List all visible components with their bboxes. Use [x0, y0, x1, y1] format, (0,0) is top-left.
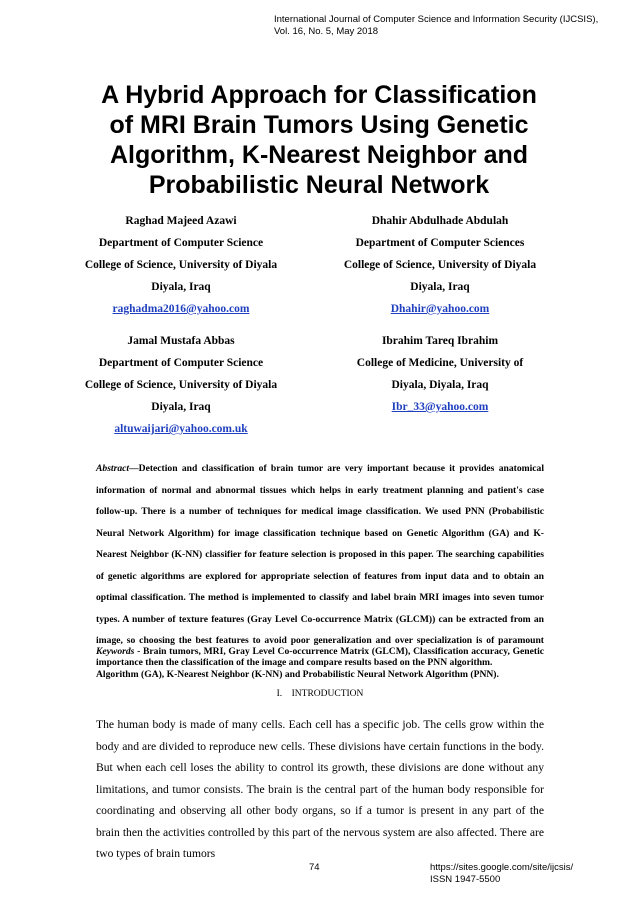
paper-title	[60, 80, 578, 200]
abstract-label: Abstract	[96, 463, 130, 474]
author-dept: Department of Computer Science	[98, 357, 264, 369]
author-dept: College of Medicine, University of	[356, 357, 524, 369]
title-line-3: Algorithm, K-Nearest Neighbor and	[109, 141, 529, 169]
journal-header	[274, 14, 598, 38]
author-name: Raghad Majeed Azawi	[125, 215, 237, 227]
page-number: 74	[309, 862, 320, 873]
section-heading: I. INTRODUCTION	[276, 689, 364, 699]
author-name: Ibrahim Tareq Ibrahim	[381, 335, 499, 347]
footer-issn: ISSN 1947-5500	[430, 874, 501, 885]
footer-info	[430, 862, 573, 886]
author-name: Jamal Mustafa Abbas	[127, 335, 235, 347]
keywords-dash: -	[137, 646, 141, 657]
journal-header-line1: International Journal of Computer Science and Information Security (IJCSIS),	[274, 14, 599, 25]
author-location: Diyala, Iraq	[410, 281, 470, 293]
author-block-1	[64, 210, 298, 320]
author-location: Diyala, Iraq	[151, 401, 211, 413]
author-email-link[interactable]: Ibr_33@yahoo.com	[391, 401, 489, 413]
author-block-4	[320, 330, 560, 418]
author-location: Diyala, Iraq	[151, 281, 211, 293]
body-paragraph: The human body is made of many cells. Each cell has a specific job. The cells grow within the body and are divided to reproduce new cells. These divisions have certain functions in the body. But when each cell loses the ability to control its growth, these divisions are done without any limitations, and tumor consists. The brain is the central part of the human body responsible for coordinating and observing all other body organs, so if a tumor is present in any part of the brain then the activities controlled by this part of the nervous system are also affected. There are two types of brain tumors	[96, 718, 544, 860]
journal-header-line2: Vol. 16, No. 5, May 2018	[274, 26, 379, 37]
author-college: College of Science, University of Diyala	[343, 259, 537, 271]
title-line-1: A Hybrid Approach for Classification	[101, 81, 537, 109]
author-dept: Department of Computer Science	[98, 237, 264, 249]
author-email-link[interactable]: Dhahir@yahoo.com	[390, 303, 490, 315]
author-block-2	[320, 210, 560, 320]
abstract-text: Detection and classification of brain tumor are very important because it provides anatomical information of normal and abnormal tissues which helps in early treatment planning and patient's case follow-up. There is a number of techniques for medical image classification. We used PNN (Probabilistic Neural Network Algorithm) for image classification technique based on Genetic Algorithm (GA) and K-Nearest Neighbor (K-NN) classifier for feature selection is proposed in this paper. The searching capabilities of genetic algorithms are explored for appropriate selection of features from input data and to obtain an optimal classification. The method is implemented to classify and label brain MRI images into seven tumor types. A number of texture features (Gray Level Co-occurrence Matrix (GLCM)) can be extracted from an image, so choosing the best features to avoid poor generalization and over specialization is of paramount importance then the classification of the image and compare results based on the PNN algorithm.	[96, 463, 544, 668]
author-college: College of Science, University of Diyala	[84, 379, 278, 391]
keywords-label: Keywords	[96, 646, 135, 657]
author-block-3	[64, 330, 298, 440]
author-college: College of Science, University of Diyala	[84, 259, 278, 271]
footer-url: https://sites.google.com/site/ijcsis/	[430, 862, 574, 873]
author-email-link[interactable]: raghadma2016@yahoo.com	[112, 303, 250, 315]
author-email-link[interactable]: altuwaijari@yahoo.com.uk	[114, 423, 248, 435]
abstract-dash: —	[129, 463, 139, 474]
author-name: Dhahir Abdulhade Abdulah	[371, 215, 509, 227]
keywords	[96, 640, 544, 686]
title-line-4: Probabilistic Neural Network	[148, 171, 490, 199]
author-college: Diyala, Diyala, Iraq	[391, 379, 489, 391]
keywords-text: Brain tumors, MRI, Gray Level Co-occurrence Matrix (GLCM), Classification accuracy, Genetic Algorithm (GA), K-Nearest Neighbor (K-NN) and Probabilistic Neural Network Algorithm (PNN).	[96, 646, 544, 680]
author-dept: Department of Computer Sciences	[355, 237, 525, 249]
title-line-2: of MRI Brain Tumors Using Genetic	[109, 111, 529, 139]
